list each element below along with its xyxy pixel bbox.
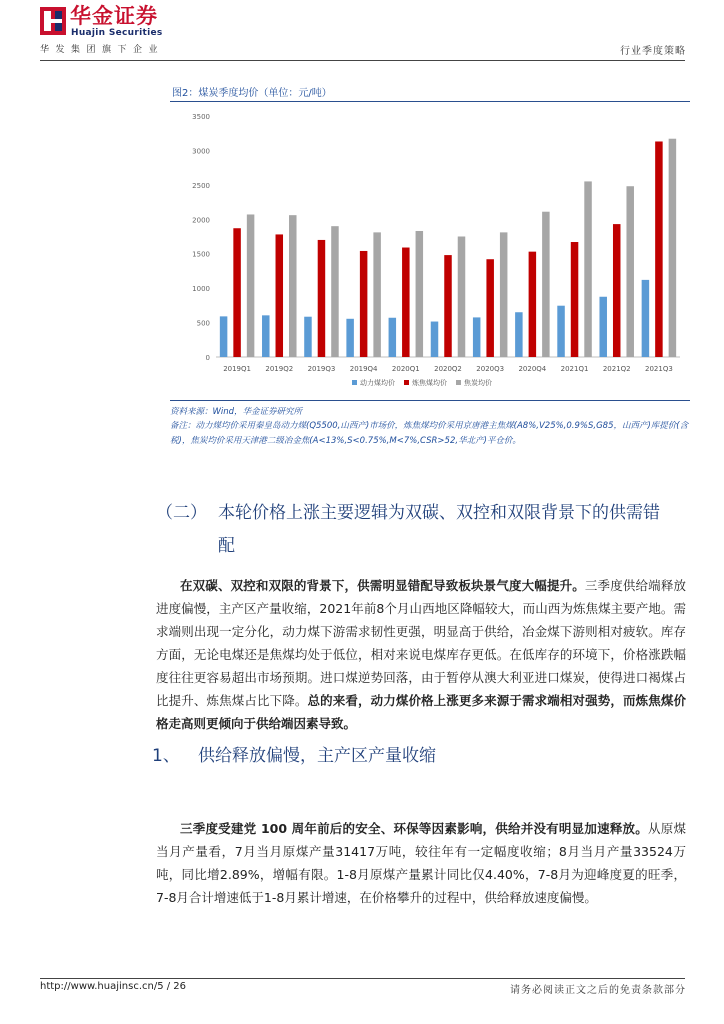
bar-2 [444, 255, 452, 357]
x-tick-label: 2021Q2 [602, 365, 631, 373]
bar-3 [500, 232, 508, 357]
paragraph-2-lead: 三季度受建党 100 周年前后的安全、环保等因素影响，供给并没有明显加速释放。 [180, 821, 649, 836]
x-tick-label: 2019Q1 [223, 365, 251, 373]
subsection-number: 1、 [152, 746, 180, 766]
bar-1 [473, 317, 481, 357]
paragraph-1 [156, 574, 686, 735]
legend-swatch [352, 380, 357, 385]
legend-swatch [404, 380, 409, 385]
bar-3 [626, 186, 634, 357]
footer-url-page: http://www.huajinsc.cn/5 / 26 [40, 981, 187, 992]
subsection-title: 供给释放偏慢，主产区产量收缩 [198, 746, 436, 766]
paragraph-1-body: 三季度供给端释放进度偏慢，主产区产量收缩，2021年前8个月山西地区降幅较大，而山西为炼焦煤主要产地。需求端则出现一定分化，动力煤下游需求韧性更强，明显高于供给，冶金煤下游则相对疲软。库存方面，无论电煤还是焦煤均处于低位，相对来说电煤库存更低。在低库存的环境下，价格涨跌幅度往往更容易超出市场预期。进口煤逆势回落，由于暂停从澳大利亚进口煤炭，使得进口褐煤占比提升、炼焦煤占比下降。 [156, 578, 686, 708]
paragraph-1-conclusion: 总的来看，动力煤价格上涨更多来源于需求端相对强势，而炼焦煤价格走高则更倾向于供给端因素导致。 [156, 693, 686, 731]
section-title-line1: 本轮价格上涨主要逻辑为双碳、双控和双限背景下的供需错 [218, 503, 660, 523]
bar-3 [289, 215, 297, 357]
huajin-logo-icon [40, 7, 66, 35]
legend-label: 动力煤均价 [360, 379, 395, 387]
bar-2 [318, 240, 326, 357]
bar-1 [262, 315, 270, 357]
coal-price-bar-chart [170, 104, 690, 398]
bar-2 [486, 259, 494, 357]
bar-3 [247, 214, 255, 357]
bar-2 [613, 224, 621, 357]
y-tick-label: 0 [205, 354, 210, 362]
bar-3 [373, 232, 381, 357]
bar-1 [642, 280, 650, 357]
y-tick-label: 3500 [192, 113, 210, 121]
legend-label: 焦炭均价 [464, 379, 492, 387]
x-tick-label: 2019Q2 [265, 365, 294, 373]
bar-1 [557, 306, 565, 357]
bar-2 [276, 234, 284, 357]
bar-2 [529, 252, 537, 357]
y-tick-label: 1500 [192, 250, 210, 259]
header-divider [40, 60, 685, 61]
x-tick-label: 2019Q4 [349, 365, 378, 373]
y-tick-label: 2000 [192, 216, 210, 225]
x-tick-label: 2020Q4 [518, 365, 547, 373]
section-title-line2: 配 [218, 536, 235, 556]
figure-note: 备注：动力煤均价采用秦皇岛动力煤(Q5500,山西产)市场价，炼焦煤均价采用京唐港主焦煤(A8%,V25%,0.9%S,G85，山西产)库提价(含税)，焦炭均价采用天津港二级冶金焦(A<13%,S<0.75%,M<7%,CSR>52,华北产)平仓价。 [170, 421, 689, 446]
x-tick-label: 2020Q2 [434, 365, 462, 373]
y-tick-label: 1000 [192, 285, 210, 294]
bar-3 [331, 226, 339, 357]
x-tick-label: 2021Q3 [645, 365, 673, 373]
bar-1 [304, 317, 312, 357]
bar-3 [584, 181, 592, 357]
bar-1 [389, 318, 397, 357]
footer-disclaimer: 请务必阅读正文之后的免责条款部分 [510, 985, 686, 996]
paragraph-1-lead: 在双碳、双控和双限的背景下，供需明显错配导致板块景气度大幅提升。 [180, 578, 585, 593]
bar-1 [515, 312, 523, 357]
bar-1 [346, 319, 354, 357]
x-tick-label: 2020Q1 [391, 365, 420, 373]
bar-2 [571, 242, 579, 357]
figure-title: 图2：煤炭季度均价（单位：元/吨） [172, 88, 332, 99]
bar-3 [416, 231, 424, 357]
logo-english-name: Huajin Securities [71, 28, 163, 38]
bar-1 [431, 322, 439, 357]
bar-3 [458, 237, 466, 358]
bar-2 [655, 141, 663, 357]
section-heading [156, 497, 688, 529]
bar-3 [542, 212, 550, 357]
figure-bottom-rule [170, 400, 690, 401]
paragraph-2 [156, 817, 686, 909]
figure-source: 资料来源：Wind，华金证券研究所 [170, 407, 303, 417]
y-tick-label: 2500 [192, 181, 210, 190]
bar-2 [233, 228, 241, 357]
x-tick-label: 2019Q3 [307, 365, 336, 373]
company-tagline: 华发集团旗下企业 [40, 45, 165, 55]
figure-top-rule [170, 101, 690, 102]
bar-2 [402, 248, 410, 357]
x-tick-label: 2020Q3 [476, 365, 505, 373]
bar-1 [599, 297, 607, 357]
section-number: （二） [156, 503, 207, 523]
bar-1 [220, 316, 228, 357]
paragraph-2-body: 从原煤当月产量看，7月当月原煤产量31417万吨，较往年有一定幅度收缩；8月当月产量33524万吨，同比增2.89%，增幅有限。1-8月原煤产量累计同比仅4.40%，7-8月为迎峰度夏的旺季，7-8月合计增速低于1-8月累计增速，在价格攀升的过程中，供给释放速度偏慢。 [156, 821, 686, 905]
footer-divider [40, 978, 685, 979]
logo-chinese-name: 华金证券 [70, 4, 158, 28]
report-type: 行业季度策略 [620, 46, 686, 57]
y-tick-label: 3000 [192, 147, 210, 156]
bar-2 [360, 251, 368, 357]
legend-swatch [456, 380, 461, 385]
subsection-heading [152, 742, 436, 770]
x-tick-label: 2021Q1 [560, 365, 589, 373]
y-tick-label: 500 [196, 319, 210, 328]
legend-label: 炼焦煤均价 [412, 379, 447, 387]
bar-3 [669, 139, 677, 357]
